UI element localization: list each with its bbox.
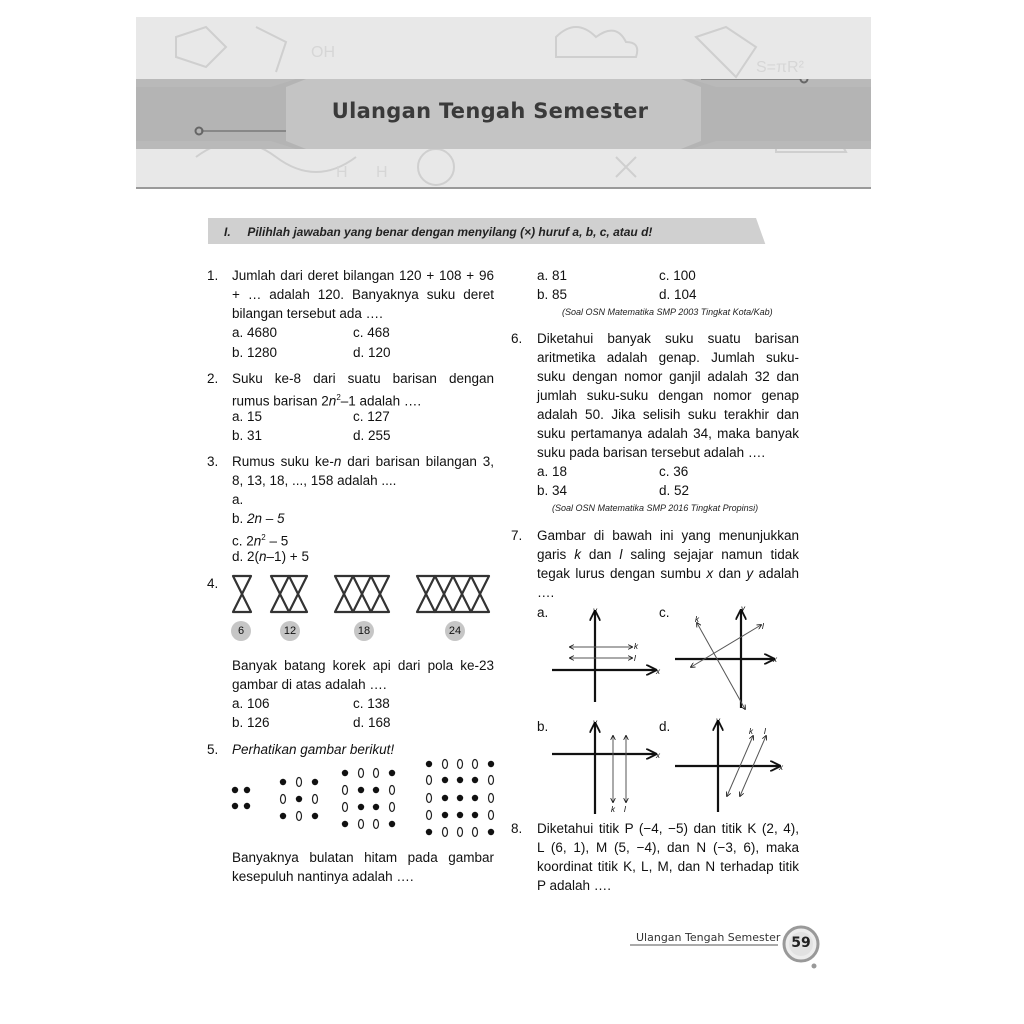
q1-number: 1. (207, 268, 219, 283)
graph-a-k-label: k (634, 642, 638, 651)
section-instruction-text: Pilihlah jawaban yang benar dengan menyilang (×) huruf a, b, c, atau d! (247, 225, 653, 239)
count-circle-4: 24 (445, 621, 465, 641)
section-instruction (224, 225, 652, 239)
q3-option-c-pre: 2 (246, 533, 254, 549)
q3-option-b-expr: 2n – 5 (247, 511, 285, 526)
matchstick-pattern-figure (225, 572, 515, 618)
q4-line-2: gambar di atas adalah …. (232, 677, 387, 692)
q8-line-1: Diketahui titik P (−4, −5) dan titik K (2, 4), (537, 821, 799, 836)
q4-option-d[interactable]: d. 168 (353, 715, 391, 730)
q7-k: k (574, 547, 581, 562)
q4-option-b[interactable]: b. 126 (232, 715, 270, 730)
count-circle-2: 12 (280, 621, 300, 641)
q7-line-2 (537, 545, 799, 564)
dot-pattern-figure (225, 758, 505, 840)
q8-line-2: L (6, 1), M (5, −4), dan N (−3, 6), maka (537, 840, 799, 855)
q6-option-d[interactable]: d. 52 (659, 483, 690, 498)
q2-line-2-post: –1 adalah …. (340, 393, 422, 409)
hourglass-4d (471, 576, 489, 612)
q6-option-c[interactable]: c. 36 (659, 464, 689, 479)
q5-option-b[interactable]: b. 85 (537, 287, 568, 302)
graph-b-l-label: l (624, 805, 626, 814)
q7-line-3-post: adalah (753, 566, 800, 581)
q3-line-1-pre: Rumus suku ke- (232, 454, 334, 469)
graph-c-k-label: k (695, 615, 699, 624)
q5-number: 5. (207, 742, 219, 757)
count-circle-1: 6 (231, 621, 251, 641)
q3-option-c-post: – 5 (265, 533, 289, 549)
q2-option-c[interactable]: c. 127 (353, 409, 390, 424)
graph-b-x-label: x (656, 751, 660, 760)
q7-line-2-pre: garis (537, 547, 575, 562)
graph-b-k-label: k (611, 805, 615, 814)
q3-option-d[interactable] (232, 547, 309, 566)
q1-line-3: bilangan tersebut ada …. (232, 306, 383, 321)
q1-option-c[interactable]: c. 468 (353, 325, 390, 340)
q2-option-b[interactable]: b. 31 (232, 428, 263, 443)
graph-c-y-label: y (741, 604, 745, 613)
hourglass-2b (289, 576, 307, 612)
chapter-header (136, 17, 871, 189)
q8-line-4: P adalah …. (537, 878, 612, 893)
hourglass-2a (271, 576, 289, 612)
q3-line-1-post: dari barisan bilangan 3, (341, 454, 494, 469)
svg-text:H: H (336, 164, 348, 181)
graph-c-l-label: l (762, 622, 764, 631)
q5-line-1: Banyaknya bulatan hitam pada gambar (232, 850, 494, 865)
q7-line-4: …. (537, 585, 555, 600)
graph-d-y-label: y (716, 716, 720, 725)
page-number: 59 (791, 935, 811, 951)
q5-prompt: Perhatikan gambar berikut! (232, 742, 395, 757)
footer-label: Ulangan Tengah Semester (636, 931, 781, 944)
q6-option-b[interactable]: b. 34 (537, 483, 568, 498)
q7-line-3-mid: dan (713, 566, 747, 581)
svg-text:OH: OH (311, 44, 335, 61)
q6-line-3: suku dengan nomor ganjil adalah 32 dan (537, 369, 799, 384)
q1-line-1: Jumlah dari deret bilangan 120 + 108 + 96 (232, 268, 494, 283)
q6-line-2: aritmetika adalah genap. Jumlah suku- (537, 350, 799, 365)
q6-line-6: suku pertamanya adalah 34, maka banyak (537, 426, 799, 441)
q3-option-d-var: n (259, 549, 267, 564)
q1-option-a[interactable]: a. 4680 (232, 325, 278, 340)
graph-c (673, 603, 793, 713)
q3-line-1 (232, 452, 494, 471)
q4-option-a[interactable]: a. 106 (232, 696, 270, 711)
q3-option-d-post: –1) + 5 (266, 549, 309, 564)
section-number: I. (224, 225, 231, 239)
q6-line-5: adalah 50. Jika selisih suku terakhir dan (537, 407, 799, 422)
hourglass-3a (335, 576, 353, 612)
q2-option-a[interactable]: a. 15 (232, 409, 263, 424)
q2-line-1: Suku ke-8 dari suatu barisan dengan (232, 371, 494, 386)
q4-line-1: Banyak batang korek api dari pola ke-23 (232, 658, 494, 673)
graph-a-x-label: x (656, 667, 660, 676)
q1-option-d[interactable]: d. 120 (353, 345, 391, 360)
graph-b (550, 716, 670, 816)
graph-d-k-label: k (749, 727, 753, 736)
q6-option-a[interactable]: a. 18 (537, 464, 568, 479)
q7-option-a[interactable]: a. (537, 605, 549, 620)
q3-option-b-label: b. (232, 511, 248, 526)
hourglass-4b (435, 576, 453, 612)
graph-d (673, 714, 793, 814)
hourglass-4c (453, 576, 471, 612)
q1-line-2: + … adalah 120. Banyaknya suku deret (232, 287, 494, 302)
q7-x: x (706, 566, 714, 581)
q8-line-3: koordinat titik K, L, M, dan N terhadap titik (537, 859, 799, 874)
q7-option-b[interactable]: b. (537, 719, 549, 734)
q6-line-4: jumlah suku-suku dengan nomor genap (537, 388, 799, 403)
q3-option-c-sup: 2 (261, 533, 266, 542)
q2-number: 2. (207, 371, 219, 386)
hourglass-3c (371, 576, 389, 612)
q2-sup: 2 (336, 393, 341, 402)
q3-option-c-var: n (253, 533, 262, 549)
q4-number: 4. (207, 576, 219, 591)
q4-option-c[interactable]: c. 138 (353, 696, 390, 711)
svg-text:H: H (376, 164, 388, 181)
q3-option-d-label: d. (232, 549, 248, 564)
q7-line-2-mid: dan (580, 547, 620, 562)
hourglass-4a (417, 576, 435, 612)
page-title: Ulangan Tengah Semester (331, 99, 649, 123)
q5-option-a[interactable]: a. 81 (537, 268, 568, 283)
svg-text:S=πR²: S=πR² (756, 59, 804, 76)
graph-d-l-label: l (764, 727, 766, 736)
q3-option-d-pre: 2( (247, 549, 260, 564)
q3-var: n (333, 454, 342, 469)
q5-line-2: kesepuluh nantinya adalah …. (232, 869, 414, 884)
q2-var: n (328, 393, 337, 409)
q6-number: 6. (511, 331, 523, 346)
q7-line-3-pre: tegak lurus dengan sumbu (537, 566, 707, 581)
q2-option-d[interactable]: d. 255 (353, 428, 391, 443)
q3-number: 3. (207, 454, 219, 469)
count-circle-3: 18 (354, 621, 374, 641)
q8-number: 8. (511, 821, 523, 836)
q1-option-b[interactable]: b. 1280 (232, 345, 278, 360)
q7-number: 7. (511, 528, 523, 543)
q7-option-d[interactable]: d. (659, 719, 671, 734)
graph-d-x-label: x (779, 763, 783, 772)
q7-line-2-post: saling sejajar namun tidak (622, 547, 800, 562)
q3-option-c-label: c. (232, 533, 247, 549)
hourglass-1 (233, 576, 251, 612)
q7-y: y (746, 566, 754, 581)
graph-b-y-label: y (593, 718, 597, 727)
q3-option-a[interactable]: a. (232, 492, 244, 507)
q2-line-2-pre: rumus barisan 2 (232, 393, 329, 409)
q7-line-3 (537, 564, 799, 583)
graph-c-x-label: x (773, 655, 777, 664)
q7-l: l (619, 547, 623, 562)
q5-source: (Soal OSN Matematika SMP 2003 Tingkat Kota/Kab) (562, 307, 773, 317)
q6-line-1: Diketahui banyak suku suatu barisan (537, 331, 799, 346)
q3-line-2: 8, 13, 18, ..., 158 adalah .... (232, 473, 397, 488)
q6-source: (Soal OSN Matematika SMP 2016 Tingkat Propinsi) (552, 503, 759, 513)
q7-option-c[interactable]: c. (659, 605, 670, 620)
q3-option-b[interactable] (232, 509, 285, 528)
q5-option-d[interactable]: d. 104 (659, 287, 697, 302)
hourglass-3b (353, 576, 371, 612)
graph-a-l-label: l (634, 654, 636, 663)
q7-line-1: Gambar di bawah ini yang menunjukkan (537, 528, 799, 543)
graph-a (550, 604, 670, 704)
q5-option-c[interactable]: c. 100 (659, 268, 696, 283)
graph-a-y-label: y (593, 606, 597, 615)
q6-line-7: suku pada barisan tersebut adalah …. (537, 445, 766, 460)
